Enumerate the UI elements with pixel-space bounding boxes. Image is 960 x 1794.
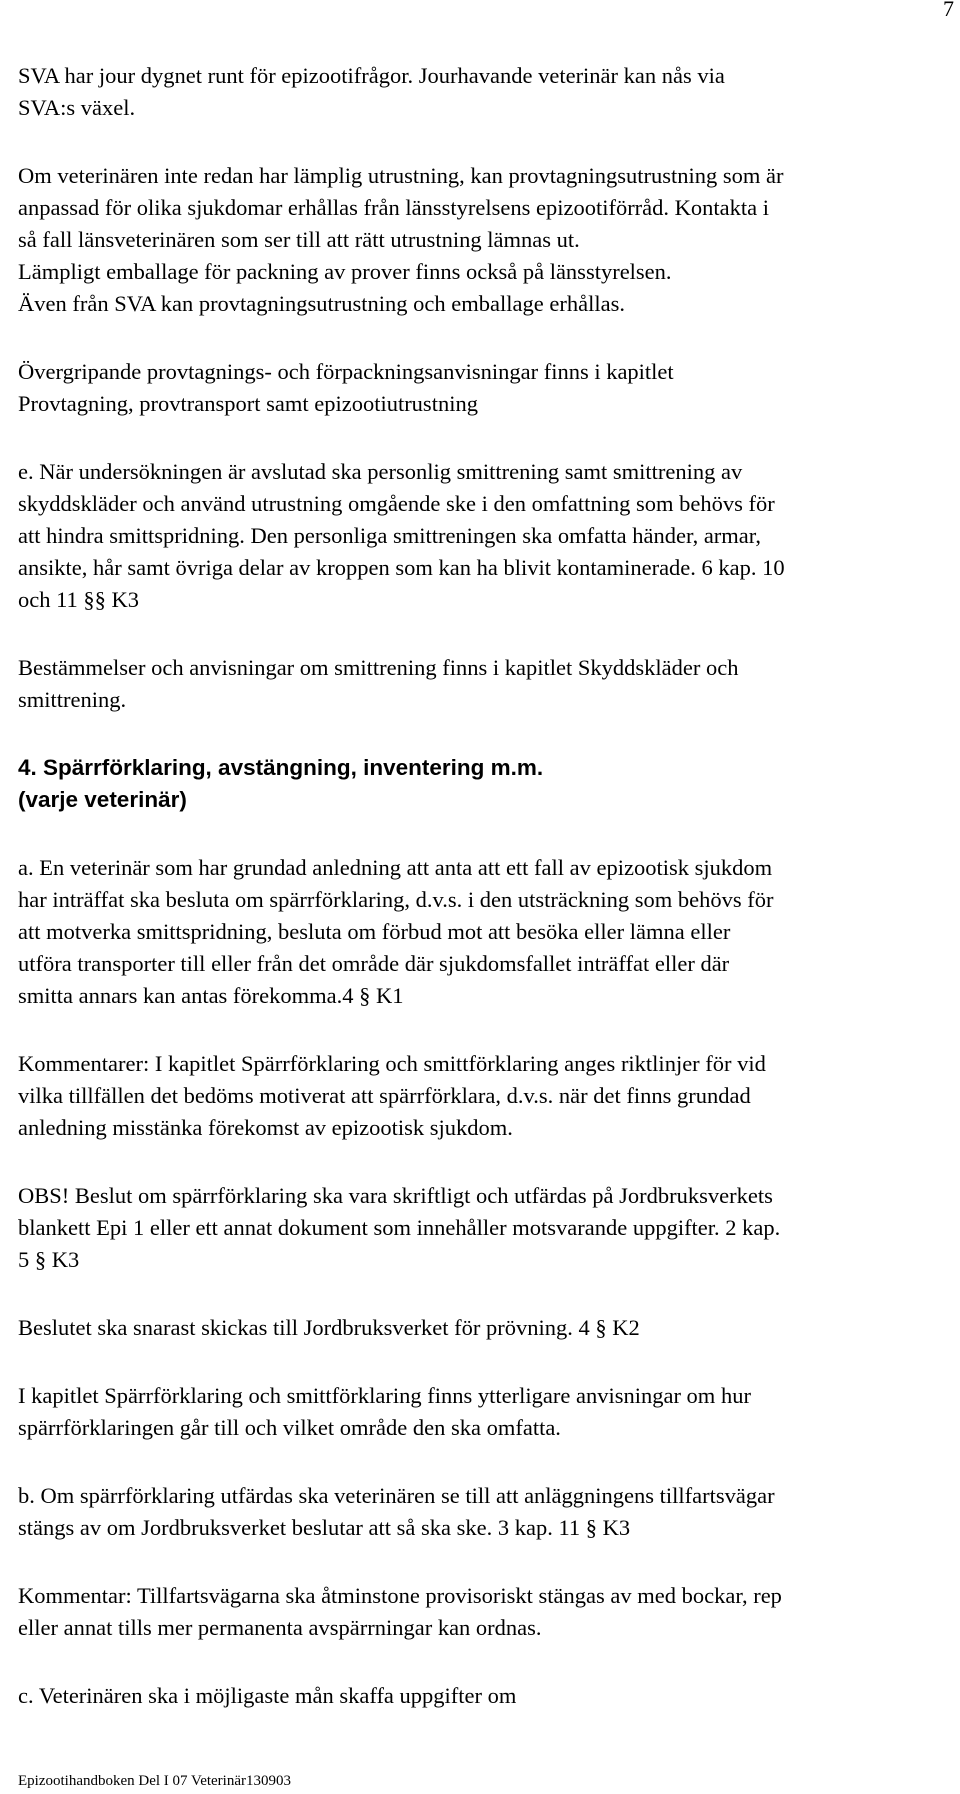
text-line: utföra transporter till eller från det område där sjukdomsfallet inträffat eller där xyxy=(18,951,730,976)
text-line: e. När undersökningen är avslutad ska personlig smittrening samt smittrening av xyxy=(18,459,743,484)
text-line: spärrförklaringen går till och vilket område den ska omfatta. xyxy=(18,1415,561,1440)
text-line: Om veterinären inte redan har lämplig utrustning, kan provtagningsutrustning som är xyxy=(18,163,784,188)
paragraph xyxy=(18,852,953,1012)
text-line: Beslutet ska snarast skickas till Jordbruksverket för prövning. 4 § K2 xyxy=(18,1315,640,1340)
text-line: eller annat tills mer permanenta avspärrningar kan ordnas. xyxy=(18,1615,542,1640)
text-line: a. En veterinär som har grundad anledning att anta att ett fall av epizootisk sjukdom xyxy=(18,855,773,880)
text-line: blankett Epi 1 eller ett annat dokument som innehåller motsvarande uppgifter. 2 kap. xyxy=(18,1215,781,1240)
text-line: Övergripande provtagnings- och förpackningsanvisningar finns i kapitlet xyxy=(18,359,674,384)
paragraph-gap xyxy=(18,1444,953,1480)
paragraph-gap xyxy=(18,420,953,456)
text-line: smittrening. xyxy=(18,687,127,712)
paragraph xyxy=(18,1480,953,1544)
text-line: stängs av om Jordbruksverket beslutar att så ska ske. 3 kap. 11 § K3 xyxy=(18,1515,631,1540)
paragraph xyxy=(18,1312,953,1344)
page-footer: Epizootihandboken Del I 07 Veterinär130903 xyxy=(18,1773,291,1789)
paragraph xyxy=(18,1680,953,1712)
paragraph-gap xyxy=(18,1144,953,1180)
paragraph-gap xyxy=(18,1644,953,1680)
paragraph-gap xyxy=(18,616,953,652)
heading-line: (varje veterinär) xyxy=(18,787,187,812)
text-line: att hindra smittspridning. Den personliga smittreningen ska omfatta händer, armar, xyxy=(18,523,762,548)
text-line: anledning misstänka förekomst av epizootisk sjukdom. xyxy=(18,1115,513,1140)
paragraph-gap xyxy=(18,1276,953,1312)
text-line: Kommentar: Tillfartsvägarna ska åtminstone provisoriskt stängas av med bockar, rep xyxy=(18,1583,782,1608)
text-line: c. Veterinären ska i möjligaste mån skaffa uppgifter om xyxy=(18,1683,517,1708)
paragraph xyxy=(18,160,953,320)
text-line: skyddskläder och använd utrustning omgående ske i den omfattning som behövs för xyxy=(18,491,775,516)
text-line: Bestämmelser och anvisningar om smittrening finns i kapitlet Skyddskläder och xyxy=(18,655,739,680)
paragraph-gap xyxy=(18,320,953,356)
paragraph-gap xyxy=(18,716,953,752)
page-number: 7 xyxy=(943,0,954,21)
paragraph xyxy=(18,1580,953,1644)
text-line: har inträffat ska besluta om spärrförklaring, d.v.s. i den utsträckning som behövs för xyxy=(18,887,774,912)
paragraph xyxy=(18,456,953,616)
paragraph xyxy=(18,60,953,124)
paragraph xyxy=(18,652,953,716)
text-line: SVA har jour dygnet runt för epizootifrågor. Jourhavande veterinär kan nås via xyxy=(18,63,725,88)
section-heading xyxy=(18,752,953,816)
paragraph-gap xyxy=(18,124,953,160)
paragraph xyxy=(18,356,953,420)
paragraph-gap xyxy=(18,1544,953,1580)
text-line: så fall länsveterinären som ser till att rätt utrustning lämnas ut. xyxy=(18,227,580,252)
text-line: att motverka smittspridning, besluta om förbud mot att besöka eller lämna eller xyxy=(18,919,731,944)
text-line: OBS! Beslut om spärrförklaring ska vara skriftligt och utfärdas på Jordbruksverkets xyxy=(18,1183,773,1208)
text-line: och 11 §§ K3 xyxy=(18,587,140,612)
paragraph-gap xyxy=(18,1344,953,1380)
text-line: anpassad för olika sjukdomar erhållas från länsstyrelsens epizootiförråd. Kontakta i xyxy=(18,195,770,220)
text-line: 5 § K3 xyxy=(18,1247,80,1272)
paragraph xyxy=(18,1180,953,1276)
text-line: vilka tillfällen det bedöms motiverat att spärrförklara, d.v.s. när det finns grundad xyxy=(18,1083,751,1108)
text-line: b. Om spärrförklaring utfärdas ska veterinären se till att anläggningens tillfartsvägar xyxy=(18,1483,775,1508)
text-line: Lämpligt emballage för packning av prover finns också på länsstyrelsen. xyxy=(18,259,672,284)
paragraph-gap xyxy=(18,816,953,852)
text-line: SVA:s växel. xyxy=(18,95,136,120)
document-body xyxy=(18,60,953,1712)
text-line: Kommentarer: I kapitlet Spärrförklaring och smittförklaring anges riktlinjer för vid xyxy=(18,1051,766,1076)
paragraph-gap xyxy=(18,1012,953,1048)
text-line: Provtagning, provtransport samt epizootiutrustning xyxy=(18,391,478,416)
paragraph xyxy=(18,1048,953,1144)
paragraph xyxy=(18,1380,953,1444)
text-line: I kapitlet Spärrförklaring och smittförklaring finns ytterligare anvisningar om hur xyxy=(18,1383,751,1408)
text-line: ansikte, hår samt övriga delar av kroppen som kan ha blivit kontaminerade. 6 kap. 10 xyxy=(18,555,785,580)
text-line: Även från SVA kan provtagningsutrustning och emballage erhållas. xyxy=(18,291,625,316)
heading-line: 4. Spärrförklaring, avstängning, inventering m.m. xyxy=(18,755,544,780)
text-line: smitta annars kan antas förekomma.4 § K1 xyxy=(18,983,404,1008)
